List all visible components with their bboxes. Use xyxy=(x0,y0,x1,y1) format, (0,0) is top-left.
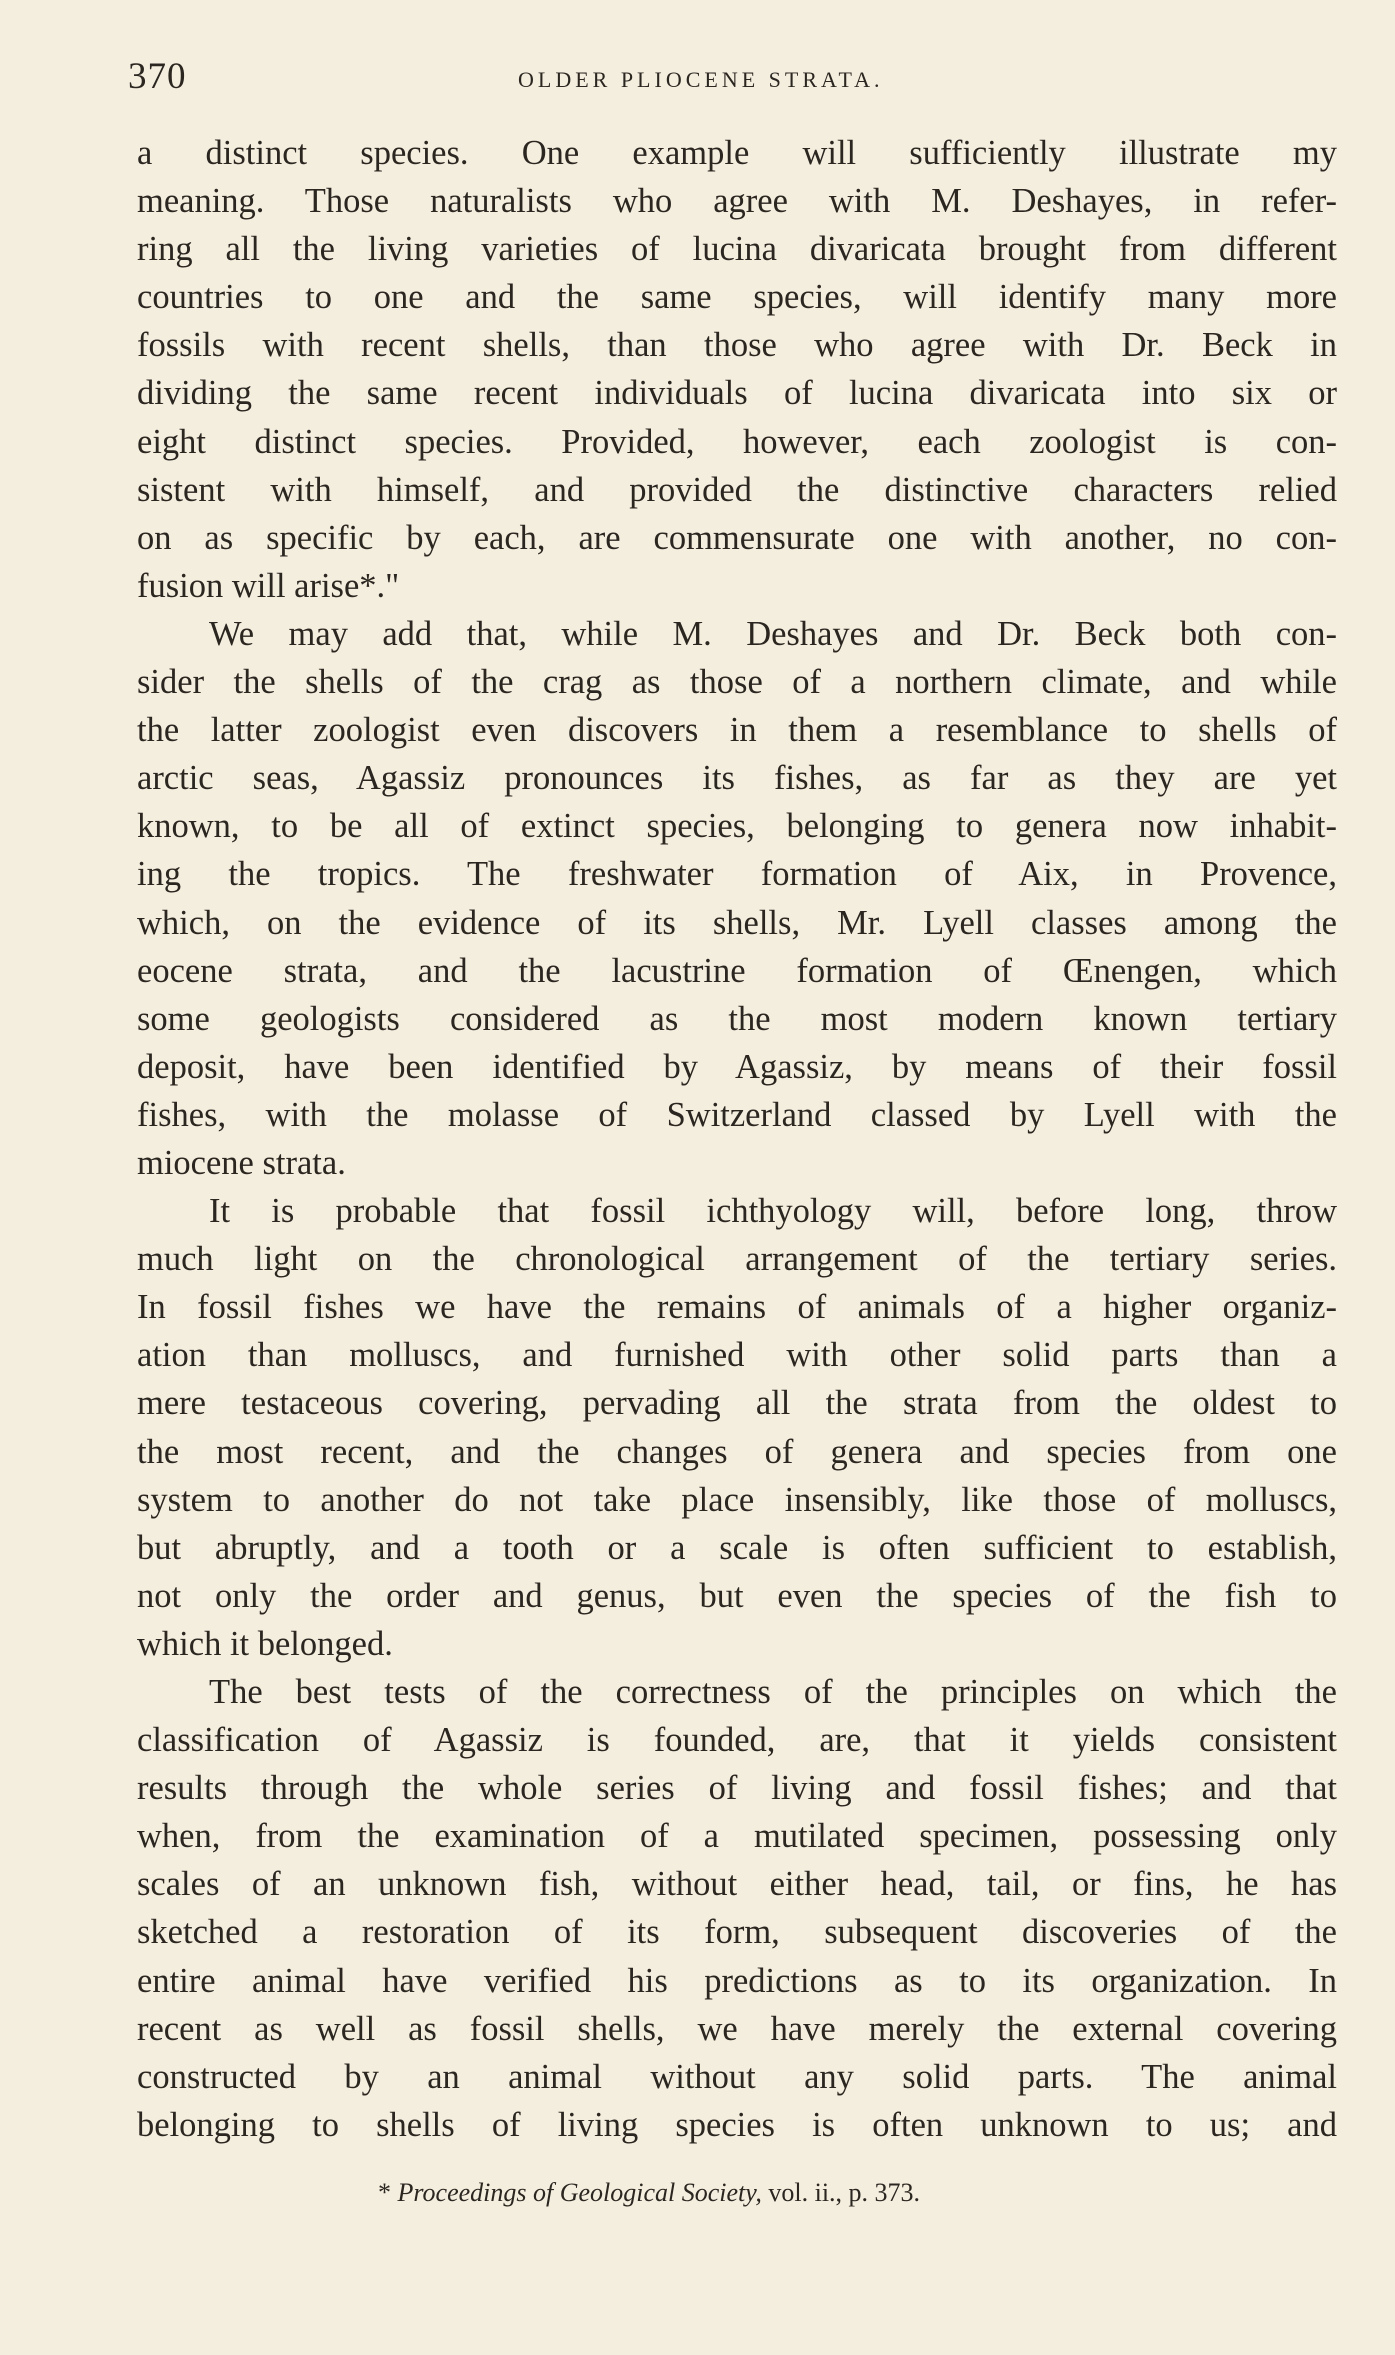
text-line: We may add that, while M. Deshayes and Dr. Beck both con- xyxy=(209,614,1337,653)
text-line: known, to be all of extinct species, belonging to genera now inhabit- xyxy=(137,807,1337,846)
text-line: some geologists considered as the most modern known tertiary xyxy=(137,999,1337,1038)
text-line: which it belonged. xyxy=(137,1624,393,1663)
text-line: mere testaceous covering, pervading all the strata from the oldest to xyxy=(137,1384,1337,1423)
text-line: ing the tropics. The freshwater formation of Aix, in Provence, xyxy=(137,855,1337,894)
text-line: sistent with himself, and provided the distinctive characters relied xyxy=(137,470,1337,509)
text-line: eight distinct species. Provided, however, each zoologist is con- xyxy=(137,422,1337,461)
text-line: ring all the living varieties of lucina divaricata brought from different xyxy=(137,230,1337,269)
text-line: on as specific by each, are commensurate one with another, no con- xyxy=(137,518,1337,557)
text-line: fossils with recent shells, than those who agree with Dr. Beck in xyxy=(137,326,1337,365)
text-line: the latter zoologist even discovers in them a resemblance to shells of xyxy=(137,711,1337,750)
text-line: much light on the chronological arrangement of the tertiary series. xyxy=(137,1240,1337,1279)
text-line: fishes, with the molasse of Switzerland classed by Lyell with the xyxy=(137,1095,1337,1134)
page-header xyxy=(128,55,1338,105)
text-line: meaning. Those naturalists who agree with M. Deshayes, in refer- xyxy=(137,182,1337,221)
text-line: which, on the evidence of its shells, Mr. Lyell classes among the xyxy=(137,903,1337,942)
text-line: the most recent, and the changes of genera and species from one xyxy=(137,1432,1337,1471)
text-line: It is probable that fossil ichthyology will, before long, throw xyxy=(209,1192,1337,1231)
text-line: entire animal have verified his predictions as to its organization. In xyxy=(137,1961,1337,2000)
text-line: but abruptly, and a tooth or a scale is often sufficient to establish, xyxy=(137,1528,1337,1567)
footnote-reference: vol. ii., p. 373. xyxy=(768,2178,921,2207)
text-line: The best tests of the correctness of the principles on which the xyxy=(209,1673,1337,1711)
text-line: belonging to shells of living species is often unknown to us; and xyxy=(137,2105,1337,2144)
text-line: results through the whole series of living and fossil fishes; and that xyxy=(137,1769,1337,1808)
text-line: ation than molluscs, and furnished with other solid parts than a xyxy=(137,1336,1337,1375)
text-line: system to another do not take place insensibly, like those of molluscs, xyxy=(137,1480,1337,1519)
text-line: fusion will arise*." xyxy=(137,566,400,605)
text-line: a distinct species. One example will sufficiently illustrate my xyxy=(137,134,1337,172)
text-line: miocene strata. xyxy=(137,1143,346,1182)
page-number: 370 xyxy=(128,56,187,97)
text-line: recent as well as fossil shells, we have merely the external covering xyxy=(137,2009,1337,2048)
body-text xyxy=(137,129,1337,2149)
text-line: arctic seas, Agassiz pronounces its fishes, as far as they are yet xyxy=(137,759,1337,798)
running-head: OLDER PLIOCENE STRATA. xyxy=(518,67,884,92)
text-line: In fossil fishes we have the remains of animals of a higher organiz- xyxy=(137,1288,1337,1327)
text-line: scales of an unknown fish, without either head, tail, or fins, he has xyxy=(137,1865,1337,1904)
text-line: deposit, have been identified by Agassiz, by means of their fossil xyxy=(137,1047,1337,1086)
text-line: classification of Agassiz is founded, are, that it yields consistent xyxy=(137,1721,1337,1760)
text-line: sketched a restoration of its form, subsequent discoveries of the xyxy=(137,1913,1337,1952)
footnote-marker: * xyxy=(378,2178,391,2207)
text-line: when, from the examination of a mutilated specimen, possessing only xyxy=(137,1817,1337,1856)
footnote xyxy=(378,2178,920,2208)
text-line: not only the order and genus, but even the species of the fish to xyxy=(137,1576,1337,1615)
text-line: dividing the same recent individuals of lucina divaricata into six or xyxy=(137,374,1337,413)
footnote-source: Proceedings of Geological Society, xyxy=(397,2178,762,2207)
text-line: eocene strata, and the lacustrine formation of Œnengen, which xyxy=(137,951,1337,990)
text-line: sider the shells of the crag as those of a northern climate, and while xyxy=(137,663,1337,702)
text-line: constructed by an animal without any solid parts. The animal xyxy=(137,2057,1337,2096)
text-line: countries to one and the same species, will identify many more xyxy=(137,278,1337,317)
